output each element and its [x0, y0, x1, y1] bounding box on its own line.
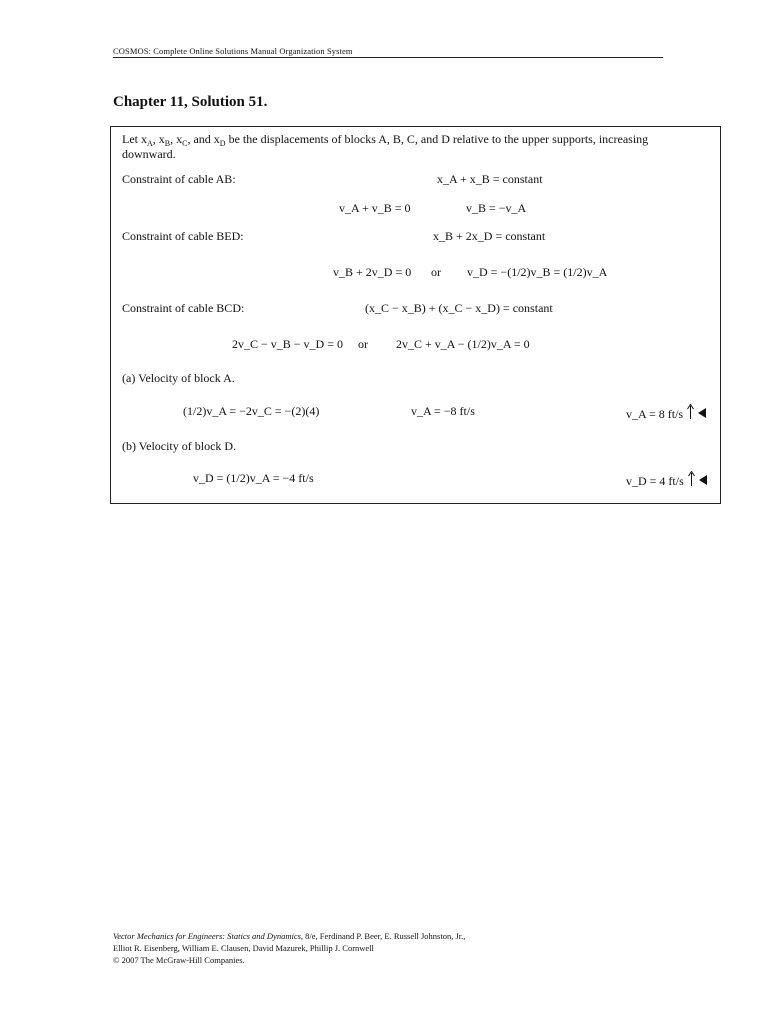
constraint-bed-connector: or: [431, 265, 441, 279]
constraint-ab-label: Constraint of cable AB:: [122, 172, 236, 186]
answer-marker-icon: [699, 475, 707, 485]
part-a-label: (a) Velocity of block A.: [122, 371, 235, 385]
part-a-equation: (1/2)v_A = −2v_C = −(2)(4): [183, 404, 320, 418]
intro-line-1: Let $x_A$, $x_B$, $x_C$, and $x_D$ be the displacements of blocks A, B, C, and D relative to the upper supports, increasing: [122, 132, 649, 148]
footer-line-2: Elliot R. Eisenberg, William E. Clausen, David Mazurek, Phillip J. Cornwell: [113, 943, 374, 953]
page-header: COSMOS: Complete Online Solutions Manual Organization System: [113, 46, 663, 58]
page-title: Chapter 11, Solution 51.: [113, 94, 268, 110]
part-b-equation: v_D = (1/2)v_A = −4 ft/s: [193, 471, 314, 485]
arrow-up-icon: [687, 404, 694, 420]
part-a-answer-value: v_A = 8 ft/s: [626, 407, 684, 421]
constraint-bcd-connector: or: [358, 337, 368, 351]
constraint-ab-result: v_B = −v_A: [466, 201, 527, 215]
page-footer: [113, 930, 465, 966]
part-a-answer: [626, 404, 706, 421]
constraint-bcd-equation: (x_C − x_B) + (x_C − x_D) = constant: [365, 301, 553, 315]
arrow-up-icon: [688, 471, 695, 487]
answer-marker-icon: [698, 408, 706, 418]
part-b-label: (b) Velocity of block D.: [122, 439, 237, 453]
constraint-bed-velocity-eq: v_B + 2v_D = 0: [333, 265, 412, 279]
constraint-bed-equation: x_B + 2x_D = constant: [433, 229, 546, 243]
footer-line-3: © 2007 The McGraw-Hill Companies.: [113, 955, 245, 965]
constraint-bcd-label: Constraint of cable BCD:: [122, 301, 245, 315]
constraint-ab-velocity-eq: v_A + v_B = 0: [339, 201, 411, 215]
constraint-ab-equation: x_A + x_B = constant: [437, 172, 543, 186]
solution-box: [110, 126, 721, 504]
part-a-intermediate: v_A = −8 ft/s: [411, 404, 475, 418]
constraint-bed-label: Constraint of cable BED:: [122, 229, 244, 243]
intro-line-2: downward.: [122, 147, 176, 161]
footer-line-1: Vector Mechanics for Engineers: Statics and Dynamics, 8/e, Ferdinand P. Beer, E. Russell Johnston, Jr.,: [113, 931, 466, 941]
constraint-bcd-velocity-eq: 2v_C − v_B − v_D = 0: [232, 337, 343, 351]
constraint-bcd-result: 2v_C + v_A − (1/2)v_A = 0: [396, 337, 530, 351]
part-b-answer-value: v_D = 4 ft/s: [626, 474, 684, 488]
part-b-answer: [626, 471, 707, 488]
constraint-bed-result: v_D = −(1/2)v_B = (1/2)v_A: [467, 265, 608, 279]
